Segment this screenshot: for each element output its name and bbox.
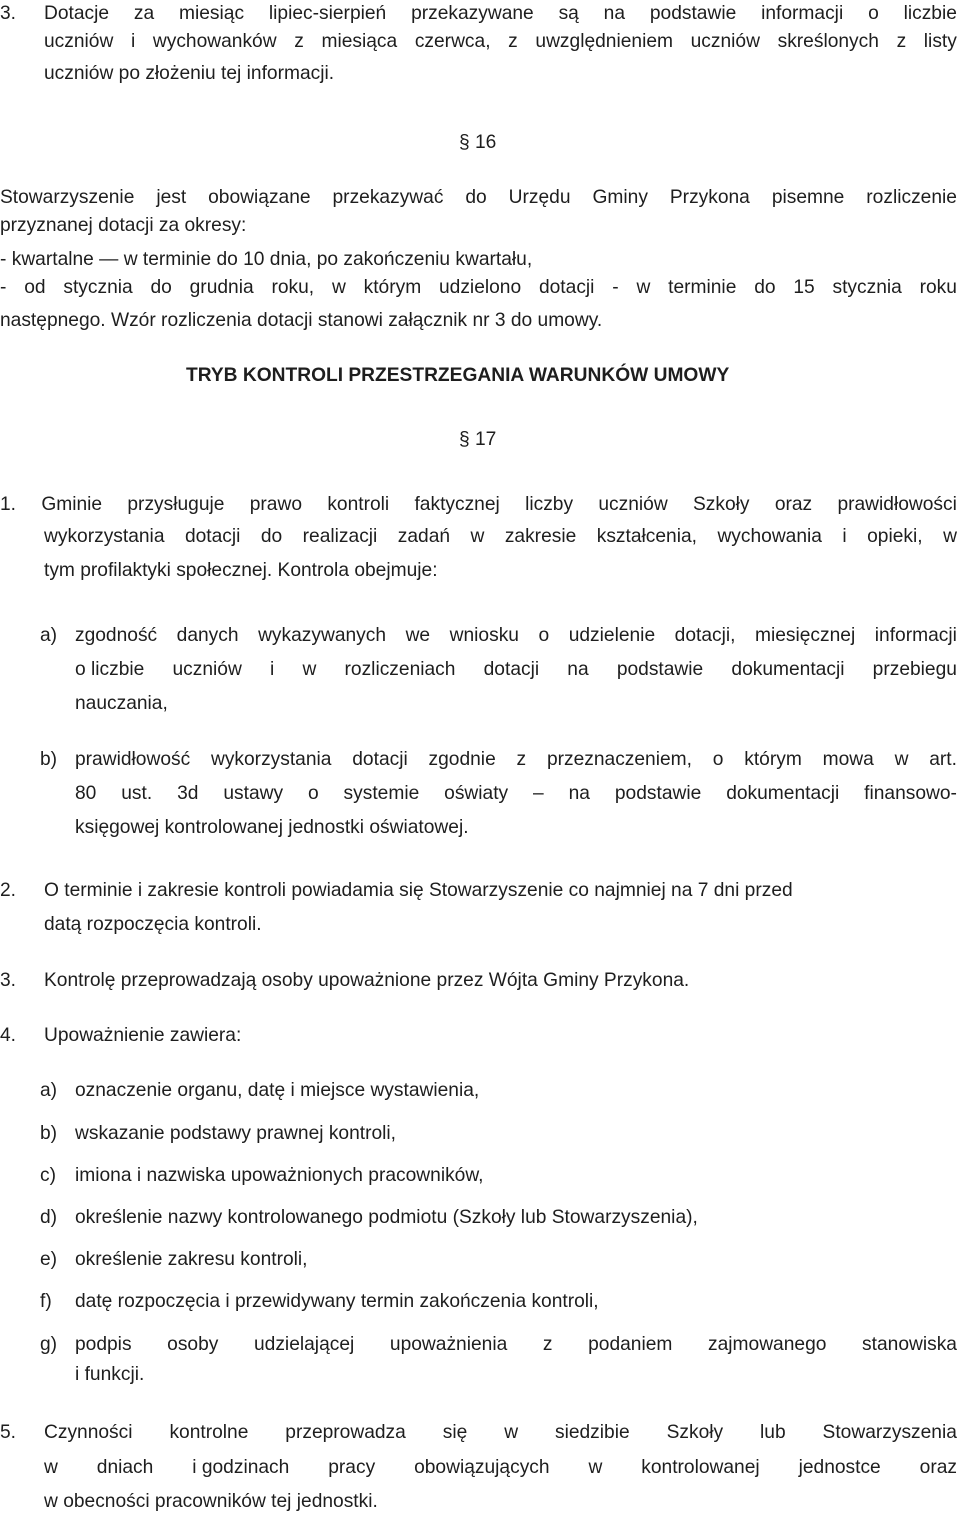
word: systemie <box>343 783 420 804</box>
word: czerwca, <box>414 31 491 52</box>
word: liczby <box>525 494 574 515</box>
word: w <box>44 1457 58 1478</box>
word: stanowiska <box>862 1334 957 1355</box>
word: lub <box>760 1422 786 1443</box>
word: podaniem <box>588 1334 673 1355</box>
list-letter: e) <box>40 1249 58 1270</box>
list-letter: b) <box>40 749 58 770</box>
word: są <box>558 3 579 24</box>
list-item-line: określenie nazwy kontrolowanego podmiotu (Szkoły lub Stowarzyszenia), <box>75 1207 698 1228</box>
word: stycznia <box>832 277 902 298</box>
word: Stowarzyszenie <box>0 187 135 208</box>
word: się <box>442 1422 468 1443</box>
word: 80 <box>75 783 97 804</box>
paragraph-line <box>44 1421 957 1445</box>
word: informacji <box>874 625 957 646</box>
word: skreślonych <box>777 31 879 52</box>
word: faktycznej <box>414 494 500 515</box>
paragraph-line: w obecności pracowników tej jednostki. <box>44 1491 378 1512</box>
word: miesięcznej <box>754 625 856 646</box>
list-item-line: określenie zakresu kontroli, <box>75 1249 308 1270</box>
word: - <box>612 277 619 298</box>
word: i <box>842 526 847 547</box>
word: 15 <box>793 277 815 298</box>
list-letter: a) <box>40 625 58 646</box>
word: o <box>868 3 879 24</box>
list-item-line: datę rozpoczęcia i przewidywany termin zakończenia kontroli, <box>75 1291 599 1312</box>
word: stycznia <box>63 277 133 298</box>
word: finansowo- <box>864 783 957 804</box>
list-item-line: imiona i nazwiska upoważnionych pracowników, <box>75 1165 484 1186</box>
paragraph-line <box>44 1456 957 1480</box>
word: wykorzystania <box>210 749 332 770</box>
paragraph-line <box>44 525 957 549</box>
word: opieki, <box>867 526 923 547</box>
word: udzielenie <box>568 625 656 646</box>
paragraph-line: O terminie i zakresie kontroli powiadamia się Stowarzyszenie co najmniej na 7 dni przed <box>44 880 793 901</box>
word: przeprowadza <box>285 1422 406 1443</box>
item-number: 2. <box>0 880 17 901</box>
word: o <box>712 749 724 770</box>
word: uwzględnieniem <box>535 31 673 52</box>
word: z <box>896 31 907 52</box>
list-item-line <box>75 624 957 648</box>
word: jednostce <box>798 1457 881 1478</box>
paragraph-line <box>44 30 957 54</box>
word: w <box>894 749 909 770</box>
word: Czynności <box>44 1422 133 1443</box>
word: zajmowanego <box>708 1334 827 1355</box>
paragraph-line: Kontrolę przeprowadzają osoby upoważnione przez Wójta Gminy Przykona. <box>44 970 690 991</box>
word: z <box>542 1334 553 1355</box>
section-heading: § 17 <box>459 429 497 450</box>
word: kontrolne <box>169 1422 249 1443</box>
paragraph-line <box>0 186 957 210</box>
word: przebiegu <box>872 659 957 680</box>
word: wykazywanych <box>258 625 387 646</box>
paragraph-line: datą rozpoczęcia kontroli. <box>44 914 262 935</box>
list-letter: a) <box>40 1080 58 1101</box>
list-item-line <box>75 748 957 772</box>
word: art. <box>929 749 957 770</box>
word: udzielono <box>439 277 522 298</box>
word: miesiąca <box>321 31 398 52</box>
word: i <box>130 31 136 52</box>
word: – <box>533 783 544 804</box>
word: rozliczenie <box>866 187 957 208</box>
list-item-line: i funkcji. <box>75 1364 145 1385</box>
word: podstawie <box>649 3 737 24</box>
word: Szkoły <box>666 1422 724 1443</box>
word: osoby <box>167 1334 219 1355</box>
item-number: 3. <box>0 3 17 24</box>
paragraph-line: przyznanej dotacji za okresy: <box>0 215 247 236</box>
list-item-line: księgowej kontrolowanej jednostki oświatowej. <box>75 817 469 838</box>
word: dotacji <box>352 749 408 770</box>
word: w <box>504 1422 519 1443</box>
word: terminie <box>668 277 737 298</box>
word: przekazywane <box>411 3 534 24</box>
item-number: 3. <box>0 970 17 991</box>
word: obowiązane <box>208 187 311 208</box>
word: w <box>302 659 317 680</box>
word: na <box>567 659 589 680</box>
word: wykorzystania <box>44 526 165 547</box>
word: pisemne <box>771 187 845 208</box>
word: którym <box>363 277 422 298</box>
word: lipiec-sierpień <box>268 3 387 24</box>
word: rozliczeniach <box>344 659 456 680</box>
list-item-line: wskazanie podstawy prawnej kontroli, <box>75 1123 397 1144</box>
word: roku <box>919 277 957 298</box>
word: Dotacje <box>44 3 110 24</box>
word: dotacji <box>184 526 241 547</box>
word: prawidłowości <box>837 494 957 515</box>
word: danych <box>176 625 239 646</box>
word: w <box>331 277 346 298</box>
word: do <box>465 187 487 208</box>
word: informacji <box>761 3 844 24</box>
word: od <box>24 277 46 298</box>
word: i <box>270 659 275 680</box>
word: wychowanków <box>152 31 277 52</box>
word: w <box>943 526 957 547</box>
list-letter: c) <box>40 1165 56 1186</box>
word: dniach <box>96 1457 154 1478</box>
paragraph-line: tym profilaktyki społecznej. Kontrola obejmuje: <box>44 560 438 581</box>
word: i godzinach <box>192 1457 290 1478</box>
word: udzielającej <box>254 1334 355 1355</box>
word: we <box>405 625 431 646</box>
word: - <box>0 277 7 298</box>
word: Urzędu <box>508 187 571 208</box>
word: którym <box>744 749 802 770</box>
word: realizacji <box>302 526 378 547</box>
item-number: 5. <box>0 1422 17 1443</box>
paragraph-line <box>0 493 957 517</box>
word: Gminie <box>41 494 103 515</box>
word: za <box>133 3 155 24</box>
word: w <box>588 1457 603 1478</box>
paragraph-line: Upoważnienie zawiera: <box>44 1025 242 1046</box>
word: podstawie <box>616 659 704 680</box>
word: dotacji <box>538 277 595 298</box>
paragraph-line <box>0 276 957 300</box>
word: do <box>260 526 283 547</box>
word: Szkoły <box>693 494 750 515</box>
word: mowa <box>822 749 874 770</box>
word: 3d <box>177 783 199 804</box>
word: zgodnie <box>428 749 496 770</box>
item-number: 4. <box>0 1025 17 1046</box>
word: uczniów <box>598 494 668 515</box>
list-item-line: oznaczenie organu, datę i miejsce wystawienia, <box>75 1080 480 1101</box>
word: do <box>754 277 776 298</box>
word: dokumentacji <box>731 659 845 680</box>
word: o <box>538 625 550 646</box>
list-item-line <box>75 1333 957 1357</box>
word: kontrolowanej <box>641 1457 760 1478</box>
word: dotacji <box>483 659 540 680</box>
word: przysługuje <box>127 494 225 515</box>
word: przeznaczeniem, <box>546 749 692 770</box>
word: z <box>508 31 518 52</box>
word: Przykona <box>669 187 750 208</box>
word: uczniów <box>690 31 760 52</box>
list-letter: g) <box>40 1334 58 1355</box>
word: dokumentacji <box>726 783 840 804</box>
word: zgodność <box>75 625 158 646</box>
word: wychowania <box>717 526 822 547</box>
section-heading: § 16 <box>459 132 497 153</box>
word: miesiąc <box>179 3 245 24</box>
word: kształcenia, <box>596 526 697 547</box>
word: ustawy <box>223 783 284 804</box>
word: pracy <box>328 1457 376 1478</box>
word: w <box>636 277 651 298</box>
section-title: TRYB KONTROLI PRZESTRZEGANIA WARUNKÓW UMOWY <box>186 365 730 386</box>
word: liczbie <box>903 3 957 24</box>
word: podpis <box>75 1334 132 1355</box>
word: 1. <box>0 494 17 515</box>
list-item-line: nauczania, <box>75 693 168 714</box>
word: Gminy <box>592 187 648 208</box>
word: z <box>294 31 304 52</box>
paragraph-line <box>44 2 957 26</box>
word: upoważnienia <box>389 1334 508 1355</box>
word: z <box>516 749 527 770</box>
word: prawo <box>249 494 303 515</box>
word: ust. <box>121 783 153 804</box>
word: kontroli <box>327 494 390 515</box>
word: listy <box>923 31 957 52</box>
paragraph-line: uczniów po złożeniu tej informacji. <box>44 63 335 84</box>
word: Stowarzyszenia <box>822 1422 957 1443</box>
word: w <box>470 526 485 547</box>
word: na <box>568 783 590 804</box>
word: prawidłowość <box>75 749 191 770</box>
word: uczniów <box>172 659 242 680</box>
word: dotacji, <box>674 625 736 646</box>
list-item-line <box>75 782 957 806</box>
word: na <box>603 3 626 24</box>
word: o <box>307 783 319 804</box>
word: obowiązujących <box>414 1457 550 1478</box>
list-item-line <box>75 658 957 682</box>
word: wniosku <box>449 625 519 646</box>
word: oświaty <box>444 783 509 804</box>
list-letter: f) <box>40 1291 52 1312</box>
word: jest <box>156 187 187 208</box>
list-letter: b) <box>40 1123 58 1144</box>
word: grudnia <box>189 277 254 298</box>
word: siedzibie <box>554 1422 630 1443</box>
word: oraz <box>774 494 813 515</box>
word: o liczbie <box>75 659 145 680</box>
paragraph-line: - kwartalne — w terminie do 10 dnia, po zakończeniu kwartału, <box>0 249 533 270</box>
word: oraz <box>919 1457 957 1478</box>
list-letter: d) <box>40 1207 58 1228</box>
paragraph-line: następnego. Wzór rozliczenia dotacji stanowi załącznik nr 3 do umowy. <box>0 310 603 331</box>
word: roku, <box>271 277 315 298</box>
word: podstawie <box>614 783 702 804</box>
word: zadań <box>397 526 451 547</box>
word: uczniów <box>44 31 114 52</box>
word: do <box>150 277 172 298</box>
word: przekazywać <box>332 187 444 208</box>
word: zakresie <box>504 526 577 547</box>
